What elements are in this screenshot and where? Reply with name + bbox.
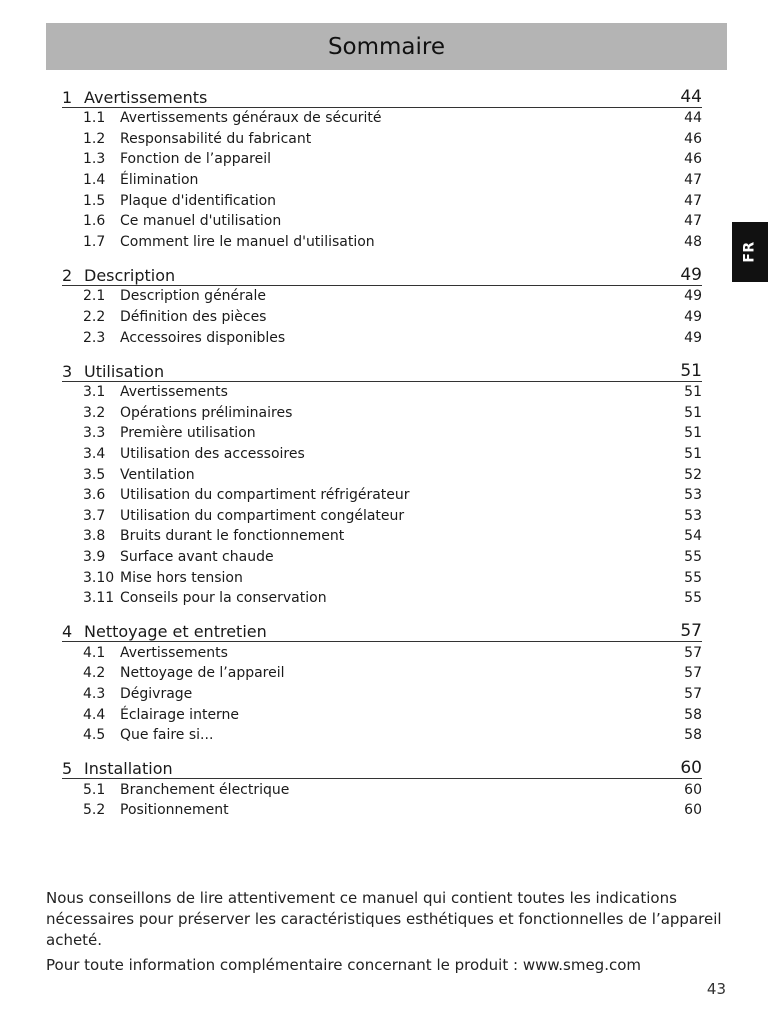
toc-section-title: Nettoyage et entretien (84, 622, 267, 642)
toc-entry (62, 684, 702, 705)
toc-entry-number: 1.7 (83, 233, 106, 250)
toc-entry-page: 49 (684, 329, 702, 346)
footer-contact: Pour toute information complémentaire concernant le produit : www.smeg.com (46, 956, 641, 974)
toc-section-page: 49 (680, 265, 702, 286)
toc-section-number: 1 (62, 88, 73, 107)
toc-section (62, 356, 702, 609)
toc-entry-number: 4.2 (83, 665, 106, 682)
toc-entry-title: Éclairage interne (120, 706, 240, 723)
toc-entry-title: Comment lire le manuel d'utilisation (120, 233, 375, 250)
toc-section-number: 4 (62, 622, 73, 642)
toc-entry-title: Branchement électrique (120, 781, 290, 798)
toc-entry-title: Accessoires disponibles (120, 329, 286, 346)
page-number: 43 (706, 980, 726, 998)
toc-entry-title: Définition des pièces (120, 309, 267, 326)
toc-entry-page: 49 (684, 309, 702, 326)
toc-entry (62, 567, 702, 588)
toc-section-title: Utilisation (84, 361, 165, 381)
toc-entry (62, 286, 702, 307)
toc-entry-page: 48 (684, 233, 702, 250)
toc-section-number: 5 (62, 759, 73, 779)
footer-paragraph: Nous conseillons de lire attentivement ce manuel qui contient toutes les indications nécessaires pour préserver les caractéristiques esthétiques et fonctionnelles de l’appareil acheté. (46, 889, 722, 949)
toc-entry-number: 1.5 (83, 192, 106, 209)
toc-entry-title: Description générale (120, 288, 267, 305)
toc-entry-number: 1.6 (83, 213, 106, 230)
toc-entry-page: 51 (684, 384, 702, 401)
toc-entry-number: 2.2 (83, 309, 106, 326)
toc-section (62, 753, 702, 820)
toc-section-page: 44 (680, 87, 702, 107)
toc-entry-page: 47 (684, 172, 702, 189)
toc-entry-title: Dégivrage (120, 685, 193, 702)
toc-entry-page: 46 (684, 151, 702, 168)
toc-entry-title: Ce manuel d'utilisation (120, 213, 282, 230)
toc-entry-title: Utilisation du compartiment réfrigérateur (120, 487, 410, 504)
toc-entry-number: 3.2 (83, 404, 106, 421)
toc-entry-page: 55 (684, 548, 702, 565)
toc-entry-number: 4.4 (83, 706, 106, 723)
toc-entry-title: Avertissements (120, 644, 228, 661)
toc-entry-number: 5.1 (83, 781, 106, 798)
toc-section (62, 82, 702, 252)
toc-entry-number: 3.8 (83, 528, 106, 545)
toc-entry-number: 1.1 (83, 110, 106, 127)
toc-section-page: 51 (680, 360, 702, 381)
toc-entry (62, 547, 702, 568)
toc-entry-title: Utilisation des accessoires (120, 446, 305, 463)
toc-entry-number: 3.10 (83, 569, 115, 586)
toc-entry (62, 190, 702, 211)
toc-section-heading (62, 82, 702, 108)
toc-entry (62, 588, 702, 609)
toc-entry-number: 3.11 (83, 590, 115, 607)
toc-entry-number: 2.1 (83, 288, 106, 305)
language-tab (732, 222, 768, 282)
toc-entry-title: Ventilation (120, 466, 195, 483)
page-title: Sommaire (327, 33, 446, 60)
toc-entry (62, 444, 702, 465)
toc-section-page: 57 (680, 621, 702, 642)
toc-entry-page: 60 (684, 781, 702, 798)
toc-entry (62, 704, 702, 725)
toc-entry-title: Nettoyage de l’appareil (120, 665, 285, 682)
toc-entry (62, 129, 702, 150)
toc-entry-page: 57 (684, 665, 702, 682)
toc-entry-title: Élimination (120, 172, 199, 189)
toc-section-heading (62, 616, 702, 642)
toc-section-number: 3 (62, 361, 73, 381)
toc-entry (62, 663, 702, 684)
toc-section-heading (62, 260, 702, 286)
toc-entry-page: 52 (684, 466, 702, 483)
toc-entry-title: Avertissements (120, 384, 228, 401)
toc-entry (62, 800, 702, 821)
toc-section-number: 2 (62, 266, 73, 286)
toc-entry (62, 382, 702, 403)
toc-entry (62, 526, 702, 547)
toc-entry (62, 307, 702, 328)
toc-entry-title: Positionnement (120, 802, 229, 819)
toc-entry-title: Première utilisation (120, 425, 256, 442)
toc-entry (62, 506, 702, 527)
toc-section-page: 60 (680, 758, 702, 779)
toc-entry-page: 57 (684, 644, 702, 661)
toc-entry-number: 3.1 (83, 384, 106, 401)
toc-entry-page: 51 (684, 404, 702, 421)
toc-entry-page: 55 (684, 569, 702, 586)
toc-entry-title: Plaque d'identification (120, 192, 277, 209)
toc-entry (62, 327, 702, 348)
toc-entry-number: 4.3 (83, 685, 106, 702)
toc-entry-number: 1.2 (83, 130, 106, 147)
toc-entry-page: 53 (684, 507, 702, 524)
toc-entry-number: 1.3 (83, 151, 106, 168)
toc-section-title: Installation (84, 759, 173, 779)
toc-section-title: Avertissements (84, 88, 208, 107)
toc-entry-number: 1.4 (83, 172, 106, 189)
toc-entry-page: 49 (684, 288, 702, 305)
toc-entry-page: 47 (684, 213, 702, 230)
toc-entry-page: 53 (684, 487, 702, 504)
toc-entry (62, 423, 702, 444)
toc-entry-number: 3.7 (83, 507, 106, 524)
toc-entry-number: 3.4 (83, 446, 106, 463)
toc-section-heading (62, 753, 702, 779)
toc-entry-title: Fonction de l’appareil (120, 151, 272, 168)
toc-entry-number: 2.3 (83, 329, 106, 346)
toc-entry-number: 4.1 (83, 644, 106, 661)
toc-entry-page: 47 (684, 192, 702, 209)
footer-note (46, 888, 726, 980)
toc-entry-number: 4.5 (83, 727, 106, 744)
toc-section-title: Description (84, 266, 176, 286)
toc-entry-number: 3.5 (83, 466, 106, 483)
toc-entry-title: Avertissements généraux de sécurité (120, 110, 382, 127)
toc-entry (62, 464, 702, 485)
toc-entry (62, 149, 702, 170)
toc-entry-title: Responsabilité du fabricant (120, 130, 312, 147)
toc-entry (62, 170, 702, 191)
page-title-bar (46, 23, 727, 70)
toc-entry-number: 3.6 (83, 487, 106, 504)
toc-entry-number: 5.2 (83, 802, 106, 819)
toc-entry-page: 51 (684, 425, 702, 442)
toc-entry-title: Opérations préliminaires (120, 404, 293, 421)
table-of-contents (62, 82, 702, 829)
toc-entry-title: Utilisation du compartiment congélateur (120, 507, 405, 524)
toc-entry-page: 44 (684, 110, 702, 127)
toc-entry-page: 58 (684, 727, 702, 744)
toc-entry-title: Que faire si... (120, 727, 214, 744)
language-tab-label: FR (742, 241, 758, 263)
toc-entry-page: 55 (684, 590, 702, 607)
toc-section-heading (62, 356, 702, 382)
toc-entry (62, 211, 702, 232)
toc-entry-page: 60 (684, 802, 702, 819)
toc-entry-title: Bruits durant le fonctionnement (120, 528, 345, 545)
toc-entry-number: 3.9 (83, 548, 106, 565)
toc-entry (62, 485, 702, 506)
toc-entry-page: 51 (684, 446, 702, 463)
toc-entry (62, 108, 702, 129)
toc-section (62, 616, 702, 745)
toc-entry (62, 725, 702, 746)
toc-entry-title: Mise hors tension (120, 569, 243, 586)
toc-entry-number: 3.3 (83, 425, 106, 442)
toc-entry-title: Surface avant chaude (120, 548, 274, 565)
toc-entry (62, 232, 702, 253)
toc-entry-page: 57 (684, 685, 702, 702)
toc-section (62, 260, 702, 348)
toc-entry-page: 46 (684, 130, 702, 147)
toc-entry (62, 403, 702, 424)
toc-entry (62, 642, 702, 663)
toc-entry-page: 54 (684, 528, 702, 545)
toc-entry-page: 58 (684, 706, 702, 723)
toc-entry-title: Conseils pour la conservation (120, 590, 327, 607)
toc-entry (62, 779, 702, 800)
